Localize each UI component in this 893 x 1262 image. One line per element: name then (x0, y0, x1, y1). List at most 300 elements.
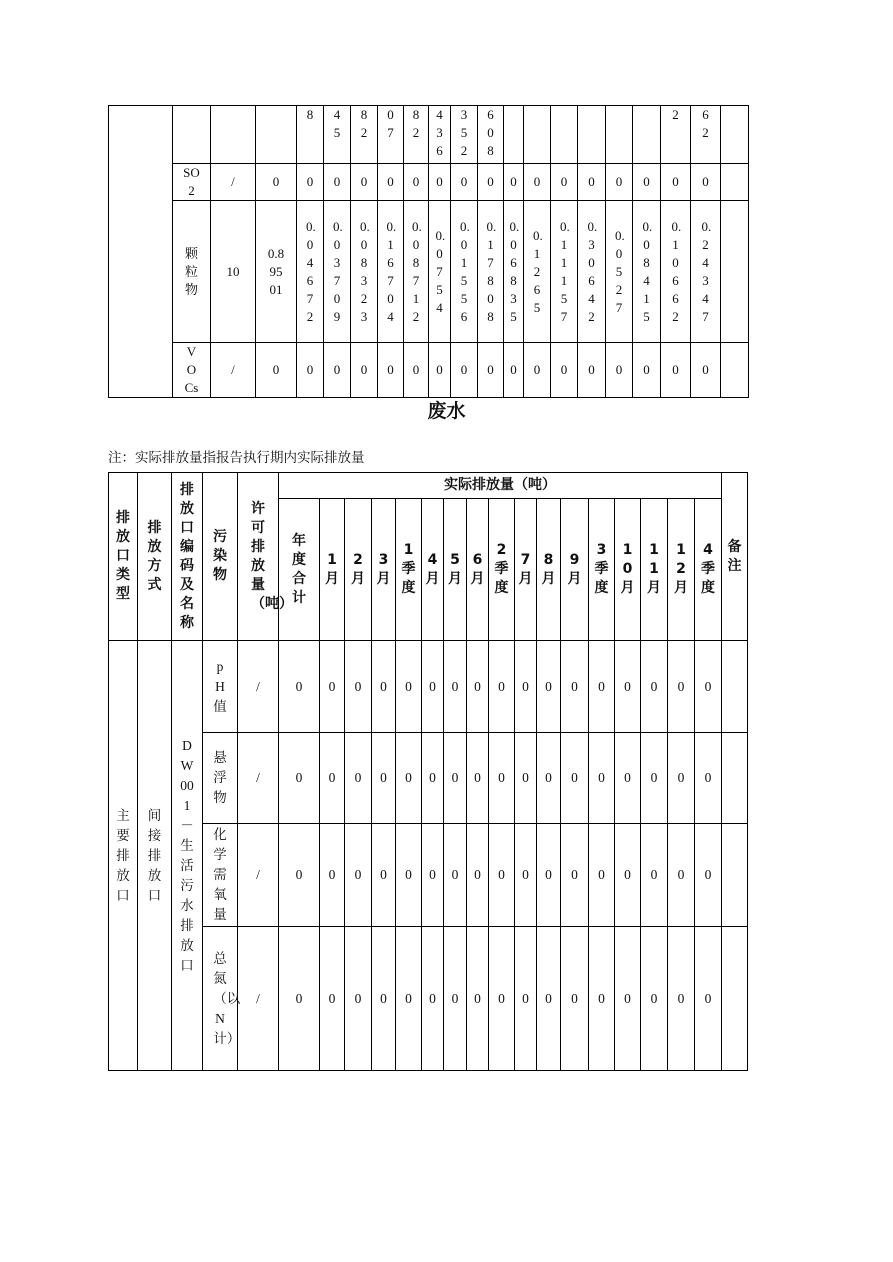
value-cell-text: 0 (624, 867, 631, 882)
value-cell (633, 106, 661, 164)
value-cell-text: 0 (487, 174, 494, 189)
value-cell (633, 343, 661, 398)
value-cell-text: 8 (306, 107, 314, 122)
value-cell-text: 0 (615, 174, 623, 189)
value-cell (429, 164, 451, 201)
value-cell-text: 0 (380, 678, 387, 694)
header-period (320, 499, 345, 641)
value-cell-text: 0 (328, 990, 336, 1006)
value-cell-text: 0 (522, 770, 529, 785)
value-cell-text: 0 (474, 678, 481, 694)
value-cell (404, 164, 429, 201)
value-cell-text: 0 (328, 678, 336, 694)
value-cell-text: 0 (380, 867, 387, 882)
value-cell (524, 343, 551, 398)
value-cell-text: 0 (436, 362, 443, 377)
value-cell (578, 343, 606, 398)
table-row (109, 106, 749, 164)
value-cell (641, 733, 668, 824)
remark-cell (722, 927, 748, 1071)
value-cell (351, 201, 378, 343)
value-cell-text: 0 (360, 174, 368, 189)
value-cell (372, 641, 396, 733)
value-cell-text: 0 (704, 867, 712, 882)
value-cell-text: 0 (380, 990, 387, 1006)
value-cell (641, 927, 668, 1071)
value-cell-text: 0.01556 (460, 218, 470, 324)
pollutant-cell-text: VOCs (184, 344, 199, 395)
header-row (109, 473, 748, 499)
value-cell (691, 106, 721, 164)
discharge-method-cell (138, 641, 172, 1071)
value-cell-text: 0 (387, 174, 394, 189)
value-cell (668, 641, 695, 733)
header-outlet-type-text: 排放口类型 (116, 510, 130, 602)
permit-cell-text: / (231, 174, 235, 189)
remark-cell (722, 641, 748, 733)
permit-cell-text: 10 (226, 263, 240, 279)
value-cell (297, 106, 324, 164)
header-discharge-method (138, 473, 172, 641)
value-cell-text: 0 (474, 770, 481, 785)
annual-total-cell-text: 0.89501 (267, 245, 285, 297)
value-cell-text: 0.08415 (642, 218, 653, 324)
header-period-text: 10月 (620, 542, 635, 596)
value-cell-text: 0 (460, 362, 468, 377)
value-cell (561, 641, 589, 733)
permit-cell (238, 927, 279, 1071)
value-cell-text: 0 (405, 990, 412, 1006)
value-cell (589, 824, 615, 927)
header-actual-emissions: 实际排放量（吨） (279, 473, 722, 499)
value-cell-text: 608 (487, 107, 494, 158)
value-cell-text: 0 (650, 770, 658, 785)
value-cell (451, 164, 478, 201)
header-period-text: 9月 (567, 551, 582, 587)
value-cell-text: 0 (643, 174, 650, 189)
value-cell-text: 0 (436, 174, 443, 189)
outlet-cell (109, 106, 173, 398)
header-period (279, 499, 320, 641)
value-cell (504, 106, 524, 164)
value-cell-text: 0 (474, 990, 481, 1006)
value-cell-text: 352 (460, 107, 468, 158)
value-cell (489, 641, 515, 733)
value-cell (320, 824, 345, 927)
header-permit (238, 473, 293, 641)
value-cell-text: 0 (295, 990, 303, 1006)
value-cell (695, 641, 722, 733)
value-cell-text: 0 (295, 770, 303, 785)
value-cell-text: 0 (677, 990, 685, 1006)
value-cell-text: 0 (650, 867, 658, 882)
value-cell-text: 0 (295, 867, 303, 882)
table-row (109, 201, 749, 343)
pollutant-cell-text: 悬浮物 (213, 750, 227, 805)
value-cell-text: 0 (643, 362, 650, 377)
pollutant-cell (173, 201, 211, 343)
value-cell (606, 164, 633, 201)
value-cell (615, 824, 641, 927)
value-cell (422, 927, 444, 1071)
pollutant-cell (203, 927, 241, 1071)
value-cell (279, 733, 320, 824)
value-cell-text: 45 (333, 107, 341, 140)
value-cell-text: 0 (328, 867, 336, 882)
value-cell (695, 733, 722, 824)
header-period (641, 499, 668, 641)
header-period (695, 499, 722, 641)
value-cell (561, 927, 589, 1071)
value-cell (578, 106, 606, 164)
outlet-type-cell-text: 主要排放口 (116, 807, 130, 903)
value-cell (691, 343, 721, 398)
value-cell-text: 0 (510, 362, 517, 377)
permit-cell-text: / (256, 990, 260, 1006)
header-period-text: 4月 (425, 551, 440, 587)
header-remark (722, 473, 748, 641)
value-cell (615, 733, 641, 824)
header-period (396, 499, 422, 641)
value-cell-text: 0 (306, 362, 314, 377)
value-cell (489, 824, 515, 927)
permit-cell-text: / (256, 867, 260, 882)
value-cell-text: 0 (677, 678, 685, 694)
annual-total-cell (256, 164, 297, 201)
value-cell (489, 733, 515, 824)
value-cell-text: 07 (387, 107, 394, 140)
value-cell (589, 927, 615, 1071)
value-cell-text: 0.06835 (509, 218, 520, 324)
pollutant-cell (173, 106, 211, 164)
value-cell (320, 733, 345, 824)
value-cell (279, 824, 320, 927)
value-cell-text: 436 (436, 107, 443, 158)
value-cell (578, 201, 606, 343)
annual-total-cell-text: 0 (272, 174, 280, 189)
value-cell-text: 0 (474, 867, 481, 882)
value-cell-text: 0.03709 (333, 218, 343, 324)
value-cell (351, 343, 378, 398)
value-cell-text: 0 (429, 990, 436, 1006)
value-cell-text: 0 (429, 678, 436, 694)
value-cell (345, 733, 372, 824)
header-period-text: 11月 (647, 542, 661, 596)
value-cell-text: 0 (571, 867, 578, 882)
permit-cell (211, 201, 256, 343)
value-cell (515, 824, 537, 927)
value-cell (504, 343, 524, 398)
note-text: 注：实际排放量指报告执行期内实际排放量 (108, 450, 365, 465)
value-cell (372, 733, 396, 824)
header-outlet-type (109, 473, 138, 641)
value-cell-text: 82 (360, 107, 368, 140)
permit-cell (211, 164, 256, 201)
value-cell-text: 82 (412, 107, 420, 140)
value-cell-text: 0 (677, 867, 685, 882)
value-cell (661, 343, 691, 398)
value-cell (378, 343, 404, 398)
value-cell-text: 0 (704, 678, 712, 694)
header-period (561, 499, 589, 641)
header-period-text: 1月 (325, 551, 339, 587)
value-cell-text: 0 (560, 174, 568, 189)
value-cell (504, 164, 524, 201)
value-cell (551, 106, 578, 164)
value-cell (467, 927, 489, 1071)
value-cell-text: 0.1265 (533, 227, 543, 315)
value-cell-text: 0 (650, 678, 658, 694)
value-cell (378, 201, 404, 343)
value-cell (478, 164, 504, 201)
header-period-text: 3月 (376, 551, 391, 587)
value-cell (324, 201, 351, 343)
value-cell-text: 0 (405, 770, 412, 785)
value-cell-text: 0 (451, 990, 459, 1006)
value-cell-text: 0 (598, 678, 605, 694)
value-cell-text: 0 (560, 362, 568, 377)
table-row (109, 733, 748, 824)
value-cell (320, 927, 345, 1071)
outlet-type-cell (109, 641, 138, 1071)
value-cell-text: 0 (545, 770, 552, 785)
value-cell (537, 824, 561, 927)
remark-cell (722, 733, 748, 824)
value-cell (467, 824, 489, 927)
value-cell (324, 343, 351, 398)
value-cell (524, 201, 551, 343)
outlet-code-name-cell-text: DW001－生活污水排放口 (180, 737, 194, 973)
remark-cell (721, 164, 749, 201)
value-cell (606, 106, 633, 164)
value-cell-text: 0 (571, 990, 578, 1006)
header-period (372, 499, 396, 641)
value-cell-text: 0 (545, 678, 552, 694)
value-cell (615, 927, 641, 1071)
value-cell (297, 343, 324, 398)
value-cell (537, 641, 561, 733)
header-period-text: 3季度 (594, 542, 609, 596)
permit-cell-text: / (231, 362, 235, 377)
permit-cell (238, 641, 279, 733)
permit-cell-text: / (256, 770, 260, 785)
value-cell (324, 106, 351, 164)
value-cell (451, 106, 478, 164)
header-period (345, 499, 372, 641)
header-period-text: 8月 (541, 551, 556, 587)
value-cell (429, 106, 451, 164)
pollutant-cell (173, 164, 211, 201)
value-cell-text: 0 (405, 678, 412, 694)
value-cell-text: 0 (545, 990, 552, 1006)
value-cell-text: 0 (522, 867, 529, 882)
header-pollutant (203, 473, 238, 641)
value-cell (661, 164, 691, 201)
value-cell (429, 201, 451, 343)
value-cell (444, 733, 467, 824)
value-cell (422, 641, 444, 733)
value-cell-text: 0 (598, 867, 605, 882)
value-cell (422, 824, 444, 927)
value-cell (372, 824, 396, 927)
value-cell-text: 0.24347 (701, 218, 712, 324)
header-period (615, 499, 641, 641)
value-cell (351, 106, 378, 164)
annual-total-cell (256, 201, 297, 343)
value-cell (606, 343, 633, 398)
pollutant-cell (203, 824, 238, 927)
remark-cell (721, 106, 749, 164)
value-cell (396, 927, 422, 1071)
value-cell (606, 201, 633, 343)
header-period-text: 4季度 (701, 542, 715, 596)
wastewater-table (108, 472, 748, 1071)
value-cell-text: 0 (487, 362, 494, 377)
value-cell-text: 0 (672, 362, 679, 377)
table-row (109, 927, 748, 1071)
pollutant-cell-text: 总氮（以N计） (213, 950, 241, 1046)
value-cell-text: 0 (650, 990, 658, 1006)
header-pollutant-text: 污染物 (213, 529, 227, 583)
pollutant-cell-text: pH值 (213, 658, 227, 714)
permit-cell (238, 733, 279, 824)
value-cell (515, 927, 537, 1071)
header-outlet-code-name-text: 排放口编码及名称 (180, 481, 194, 631)
value-cell-text: 0 (295, 678, 303, 694)
value-cell-text: 0 (333, 362, 341, 377)
value-cell (404, 201, 429, 343)
value-cell (478, 201, 504, 343)
value-cell (444, 641, 467, 733)
value-cell (524, 164, 551, 201)
header-period-text: 12月 (674, 542, 688, 596)
value-cell (451, 343, 478, 398)
value-cell (561, 824, 589, 927)
value-cell (524, 106, 551, 164)
value-cell-text: 0 (522, 990, 529, 1006)
value-cell (691, 201, 721, 343)
table-row (109, 164, 749, 201)
header-period (515, 499, 537, 641)
value-cell (372, 927, 396, 1071)
value-cell (561, 733, 589, 824)
value-cell (489, 927, 515, 1071)
value-cell (515, 733, 537, 824)
value-cell (537, 733, 561, 824)
value-cell-text: 0 (498, 770, 505, 785)
value-cell-text: 0.16704 (386, 218, 397, 324)
value-cell (467, 641, 489, 733)
value-cell (661, 106, 691, 164)
value-cell (551, 343, 578, 398)
value-cell (396, 641, 422, 733)
value-cell (695, 824, 722, 927)
air-emissions-table-continued (108, 105, 749, 398)
value-cell (478, 343, 504, 398)
permit-cell-text: / (256, 678, 260, 694)
header-discharge-method-text: 排放方式 (147, 519, 162, 593)
value-cell (578, 164, 606, 201)
value-cell-text: 0 (702, 362, 709, 377)
value-cell-text: 0 (498, 867, 505, 882)
value-cell (444, 927, 467, 1071)
permit-cell (211, 106, 256, 164)
pollutant-cell-text: 颗粒物 (185, 245, 199, 297)
value-cell-text: 0 (702, 174, 709, 189)
value-cell-text: 2 (672, 107, 679, 122)
header-period (589, 499, 615, 641)
header-outlet-code-name (172, 473, 203, 641)
header-period-text: 年度合计 (292, 532, 306, 606)
value-cell-text: 0 (354, 867, 362, 882)
value-cell-text: 0.08712 (412, 218, 422, 324)
permit-cell (238, 824, 279, 927)
value-cell-text: 0 (498, 990, 505, 1006)
value-cell (641, 641, 668, 733)
header-period (444, 499, 467, 641)
value-cell-text: 0 (624, 678, 631, 694)
value-cell-text: 0.0527 (615, 227, 625, 315)
table-row (109, 641, 748, 733)
value-cell (429, 343, 451, 398)
value-cell-text: 0 (588, 362, 595, 377)
header-period-text: 7月 (518, 551, 533, 587)
value-cell-text: 0 (451, 678, 459, 694)
table-row (109, 343, 749, 398)
value-cell-text: 0 (615, 362, 623, 377)
pollutant-cell (173, 343, 211, 398)
value-cell (551, 201, 578, 343)
value-cell-text: 0 (498, 678, 505, 694)
value-cell-text: 0.30642 (587, 218, 598, 324)
value-cell-text: 0 (405, 867, 412, 882)
header-period (537, 499, 561, 641)
value-cell (551, 164, 578, 201)
value-cell-text: 0 (360, 362, 368, 377)
value-cell (478, 106, 504, 164)
value-cell-text: 0 (624, 770, 631, 785)
value-cell (396, 733, 422, 824)
value-cell (668, 927, 695, 1071)
value-cell (297, 201, 324, 343)
value-cell (404, 106, 429, 164)
section-title: 废水 (427, 400, 466, 422)
header-remark-text: 备注 (727, 538, 742, 574)
header-period-text: 2季度 (494, 542, 509, 596)
value-cell (444, 824, 467, 927)
value-cell (324, 164, 351, 201)
pollutant-cell-text: SO2 (183, 165, 200, 198)
value-cell (422, 733, 444, 824)
value-cell (279, 927, 320, 1071)
value-cell-text: 0 (451, 867, 459, 882)
value-cell-text: 0 (588, 174, 595, 189)
value-cell-text: 0 (412, 362, 420, 377)
value-cell (589, 641, 615, 733)
value-cell-text: 0 (429, 770, 436, 785)
annual-total-cell (256, 343, 297, 398)
value-cell (615, 641, 641, 733)
header-permit-text: 许可排放量（吨） (251, 500, 293, 612)
value-cell (691, 164, 721, 201)
value-cell (515, 641, 537, 733)
value-cell (345, 641, 372, 733)
header-period-text: 5月 (448, 551, 462, 587)
remark-cell (721, 201, 749, 343)
pollutant-cell (203, 641, 238, 733)
value-cell (279, 641, 320, 733)
value-cell-text: 0 (677, 770, 685, 785)
